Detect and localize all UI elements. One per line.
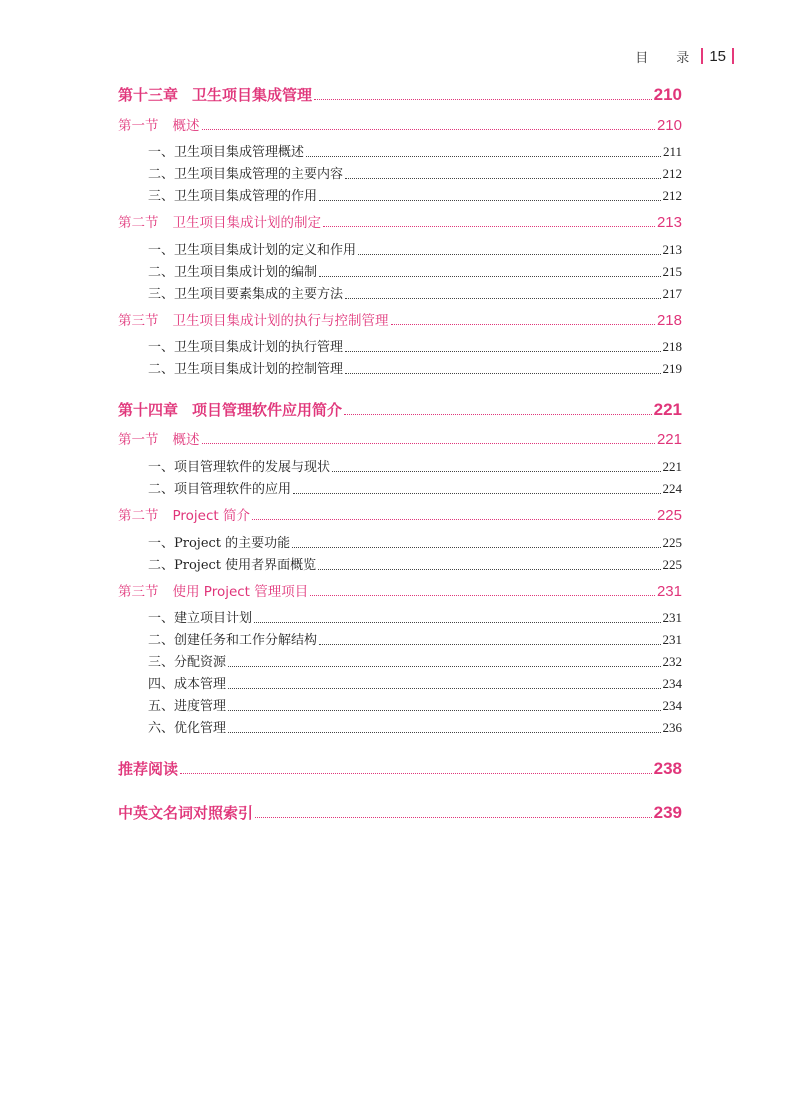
item-title: 二、卫生项目集成计划的控制管理 xyxy=(148,362,344,377)
section-label: 第二节 xyxy=(118,215,159,231)
leader-dots xyxy=(255,817,652,818)
item-page: 231 xyxy=(662,610,682,625)
item-page: 231 xyxy=(662,632,682,647)
running-header xyxy=(635,46,734,66)
chapter-page: 239 xyxy=(653,803,682,822)
leader-dots xyxy=(319,644,660,645)
leader-dots xyxy=(252,519,655,520)
item-page: 234 xyxy=(662,676,682,691)
section-label: 第一节 xyxy=(118,118,159,134)
leader-dots xyxy=(306,156,661,157)
item-title: 四、成本管理 xyxy=(148,677,227,692)
leader-dots xyxy=(293,493,660,494)
item-page: 234 xyxy=(662,698,682,713)
toc-item[interactable] xyxy=(148,163,682,182)
item-title: 三、卫生项目要素集成的主要方法 xyxy=(148,287,344,302)
section-label: 第一节 xyxy=(118,432,159,448)
section-title: 概述 xyxy=(172,118,200,134)
item-title: 一、卫生项目集成管理概述 xyxy=(148,145,305,160)
header-divider-left xyxy=(701,48,703,64)
section-page: 231 xyxy=(656,583,682,600)
section-page: 225 xyxy=(656,507,682,524)
toc-item[interactable] xyxy=(148,185,682,204)
leader-dots xyxy=(228,732,660,733)
toc-item[interactable] xyxy=(148,141,682,160)
toc-item[interactable] xyxy=(148,607,682,626)
leader-dots xyxy=(228,666,660,667)
item-title: 三、卫生项目集成管理的作用 xyxy=(148,189,318,204)
item-title: 一、卫生项目集成计划的定义和作用 xyxy=(148,243,357,258)
chapter-page: 210 xyxy=(653,85,682,104)
item-title: 五、进度管理 xyxy=(148,699,227,714)
header-page-number: 15 xyxy=(709,47,726,65)
item-page: 232 xyxy=(662,654,682,669)
leader-dots xyxy=(345,373,660,374)
item-title: 二、Project 使用者界面概览 xyxy=(148,558,317,573)
item-page: 225 xyxy=(662,535,682,550)
leader-dots xyxy=(323,226,655,227)
leader-dots xyxy=(345,178,660,179)
section-label: 第三节 xyxy=(118,584,159,600)
section-page: 218 xyxy=(656,312,682,329)
item-page: 236 xyxy=(662,720,682,735)
item-title: 二、项目管理软件的应用 xyxy=(148,482,292,497)
leader-dots xyxy=(202,129,655,130)
leader-dots xyxy=(358,254,660,255)
leader-dots xyxy=(310,595,655,596)
leader-dots xyxy=(345,351,660,352)
section-page: 213 xyxy=(656,214,682,231)
toc-term-index[interactable] xyxy=(118,802,682,823)
leader-dots xyxy=(314,99,652,100)
chapter-title: 卫生项目集成管理 xyxy=(192,86,313,104)
item-page: 212 xyxy=(662,166,682,181)
toc-item[interactable] xyxy=(148,456,682,475)
toc-section-14-1[interactable] xyxy=(118,428,682,448)
item-page: 219 xyxy=(662,361,682,376)
section-page: 221 xyxy=(656,431,682,448)
item-title: 三、分配资源 xyxy=(148,655,227,670)
toc-item[interactable] xyxy=(148,629,682,648)
toc-item[interactable] xyxy=(148,673,682,692)
chapter-page: 238 xyxy=(653,759,682,778)
item-page: 225 xyxy=(662,557,682,572)
leader-dots xyxy=(345,298,660,299)
chapter-title: 中英文名词对照索引 xyxy=(118,804,254,822)
toc-item[interactable] xyxy=(148,358,682,377)
leader-dots xyxy=(202,443,655,444)
section-title: 卫生项目集成计划的执行与控制管理 xyxy=(172,313,389,329)
item-title: 二、创建任务和工作分解结构 xyxy=(148,633,318,648)
leader-dots xyxy=(319,200,660,201)
item-page: 215 xyxy=(662,264,682,279)
toc-item[interactable] xyxy=(148,651,682,670)
toc-item[interactable] xyxy=(148,261,682,280)
item-page: 217 xyxy=(662,286,682,301)
section-label: 第二节 xyxy=(118,508,159,524)
leader-dots xyxy=(292,547,660,548)
toc-section-13-3[interactable] xyxy=(118,309,682,329)
leader-dots xyxy=(332,471,660,472)
toc-item[interactable] xyxy=(148,532,682,551)
toc-item[interactable] xyxy=(148,239,682,258)
leader-dots xyxy=(344,414,652,415)
section-title: 使用 Project 管理项目 xyxy=(172,584,309,600)
item-page: 218 xyxy=(662,339,682,354)
toc-item[interactable] xyxy=(148,554,682,573)
leader-dots xyxy=(228,710,660,711)
leader-dots xyxy=(180,773,652,774)
item-title: 六、优化管理 xyxy=(148,721,227,736)
section-page: 210 xyxy=(656,117,682,134)
section-title: 卫生项目集成计划的制定 xyxy=(172,215,321,231)
leader-dots xyxy=(318,569,660,570)
toc-item[interactable] xyxy=(148,336,682,355)
toc-chapter-13[interactable] xyxy=(118,84,682,105)
item-page: 211 xyxy=(662,144,682,159)
item-title: 二、卫生项目集成计划的编制 xyxy=(148,265,318,280)
item-page: 221 xyxy=(662,459,682,474)
chapter-page: 221 xyxy=(653,400,682,419)
toc-item[interactable] xyxy=(148,478,682,497)
leader-dots xyxy=(228,688,660,689)
toc-recommended-reading[interactable] xyxy=(118,758,682,779)
item-title: 一、Project 的主要功能 xyxy=(148,536,291,551)
item-page: 224 xyxy=(662,481,682,496)
section-title: Project 简介 xyxy=(172,508,250,524)
toc-item[interactable] xyxy=(148,695,682,714)
chapter-label: 第十三章 xyxy=(118,86,179,104)
toc-item[interactable] xyxy=(148,283,682,302)
item-page: 213 xyxy=(662,242,682,257)
chapter-title: 推荐阅读 xyxy=(118,760,179,778)
item-title: 一、建立项目计划 xyxy=(148,611,253,626)
header-divider-right xyxy=(732,48,734,64)
section-label: 第三节 xyxy=(118,313,159,329)
chapter-label: 第十四章 xyxy=(118,401,179,419)
toc-section-14-3[interactable] xyxy=(118,580,682,600)
item-title: 一、项目管理软件的发展与现状 xyxy=(148,460,331,475)
item-page: 212 xyxy=(662,188,682,203)
leader-dots xyxy=(254,622,660,623)
toc-section-13-2[interactable] xyxy=(118,211,682,231)
toc-item[interactable] xyxy=(148,717,682,736)
toc-section-13-1[interactable] xyxy=(118,114,682,134)
leader-dots xyxy=(319,276,660,277)
item-title: 二、卫生项目集成管理的主要内容 xyxy=(148,167,344,182)
toc-section-14-2[interactable] xyxy=(118,504,682,524)
header-label-1: 目 xyxy=(635,50,649,66)
chapter-title: 项目管理软件应用简介 xyxy=(192,401,343,419)
section-title: 概述 xyxy=(172,432,200,448)
header-label-2: 录 xyxy=(676,50,690,66)
leader-dots xyxy=(391,324,655,325)
toc-chapter-14[interactable] xyxy=(118,399,682,420)
item-title: 一、卫生项目集成计划的执行管理 xyxy=(148,340,344,355)
